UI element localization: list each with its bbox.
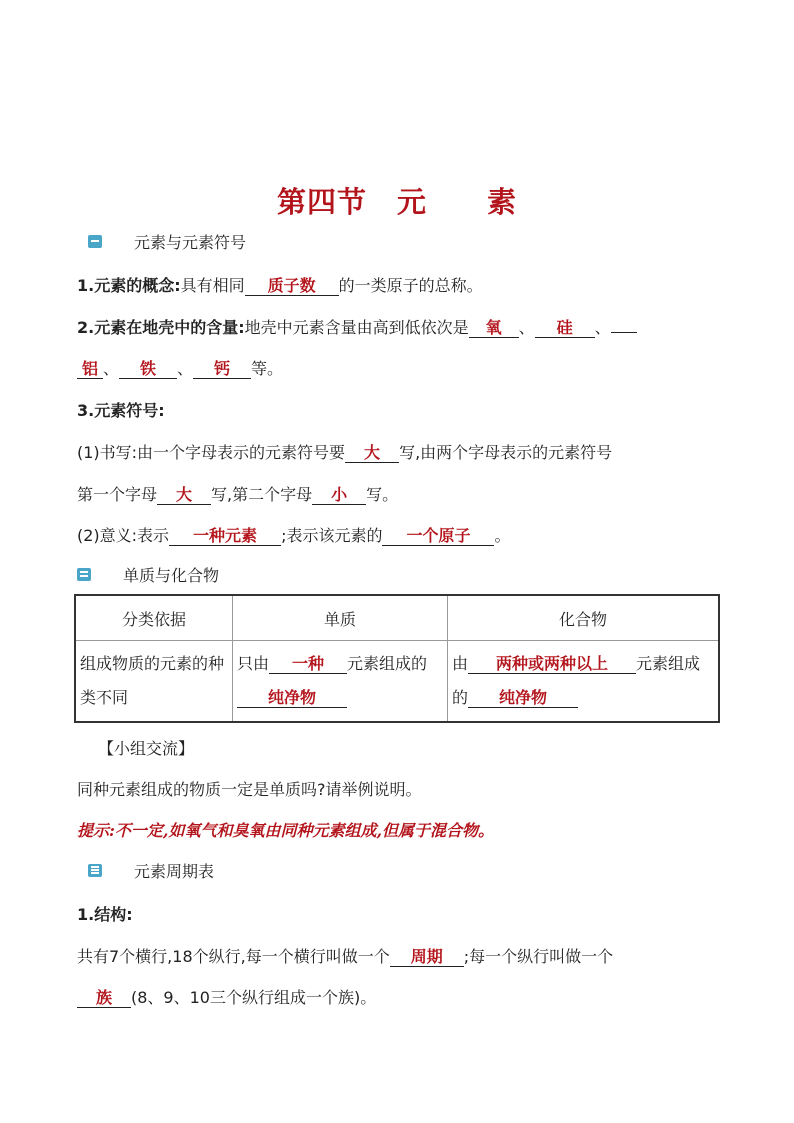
blank-writing-2: 大 [157, 486, 211, 505]
section-heading-1: 元素与元素符号 [88, 231, 246, 251]
blank-crust-3: 铝 [77, 360, 103, 379]
blank-meaning-1: 一种元素 [169, 527, 281, 546]
blank-compound-2: 纯净物 [468, 689, 578, 708]
blank-compound-1: 两种或两种以上 [468, 655, 636, 674]
table-cell-criterion: 组成物质的元素的种类不同 [75, 641, 233, 723]
discussion-question: 同种元素组成的物质一定是单质吗?请举例说明。 [77, 780, 422, 799]
blank-simple-1: 一种 [269, 655, 347, 674]
element-concept-line: 1.元素的概念:具有相同 质子数 的一类原子的总称。 [77, 276, 483, 295]
periodic-structure-line-2: 族 (8、9、10三个纵行组成一个族)。 [77, 985, 376, 1008]
table-header-cell: 单质 [233, 595, 448, 641]
symbol-meaning-line: (2)意义:表示 一种元素 ;表示该元素的 一个原子 。 [77, 526, 511, 545]
table-header-cell: 化合物 [448, 595, 720, 641]
blank-writing-1: 大 [345, 444, 399, 463]
symbol-writing-line-1: (1)书写:由一个字母表示的元素符号要 大 写,由两个字母表示的元素符号 [77, 443, 613, 462]
blank-crust-2: 硅 [535, 319, 595, 338]
blank-crust-4: 铁 [119, 360, 177, 379]
section-one-icon [88, 235, 102, 248]
page-title: 第四节 元 素 [276, 185, 518, 219]
blank-crust-5: 钙 [193, 360, 251, 379]
section-heading-3: 元素周期表 [88, 860, 214, 880]
table-cell-compound: 由 两种或两种以上 元素组成的 纯净物 [448, 641, 720, 723]
table-header-row [75, 595, 719, 641]
blank-proton-number: 质子数 [245, 277, 339, 296]
structure-label: 1.结构: [77, 905, 133, 924]
section-two-icon [77, 568, 91, 581]
section-heading-2: 单质与化合物 [77, 564, 219, 584]
blank-simple-2: 纯净物 [237, 689, 347, 708]
blank-group: 族 [77, 989, 131, 1008]
group-discussion-title: 【小组交流】 [98, 739, 195, 758]
crust-content-line: 2.元素在地壳中的含量:地壳中元素含量由高到低依次是 氧 、 硅 、 [77, 315, 637, 338]
blank-meaning-2: 一个原子 [382, 527, 494, 546]
section-three-icon [88, 864, 102, 877]
discussion-hint: 提示:不一定,如氧气和臭氧由同种元素组成,但属于混合物。 [77, 821, 495, 840]
symbol-writing-line-2: 第一个字母 大 写,第二个字母 小 写。 [77, 485, 399, 504]
table-row [75, 641, 719, 723]
blank-period: 周期 [390, 948, 464, 967]
table-header-cell: 分类依据 [75, 595, 233, 641]
substance-classification-table [74, 594, 720, 723]
crust-content-line-2: 铝 、 铁 、 钙 等。 [77, 356, 283, 379]
blank-crust-3-start [611, 332, 637, 333]
periodic-structure-line-1: 共有7个横行,18个纵行,每一个横行叫做一个 周期 ;每一个纵行叫做一个 [77, 947, 614, 966]
element-symbol-label: 3.元素符号: [77, 401, 165, 420]
blank-crust-1: 氧 [469, 319, 519, 338]
table-cell-simple: 只由 一种 元素组成的纯净物 [233, 641, 448, 723]
blank-writing-3: 小 [312, 486, 366, 505]
